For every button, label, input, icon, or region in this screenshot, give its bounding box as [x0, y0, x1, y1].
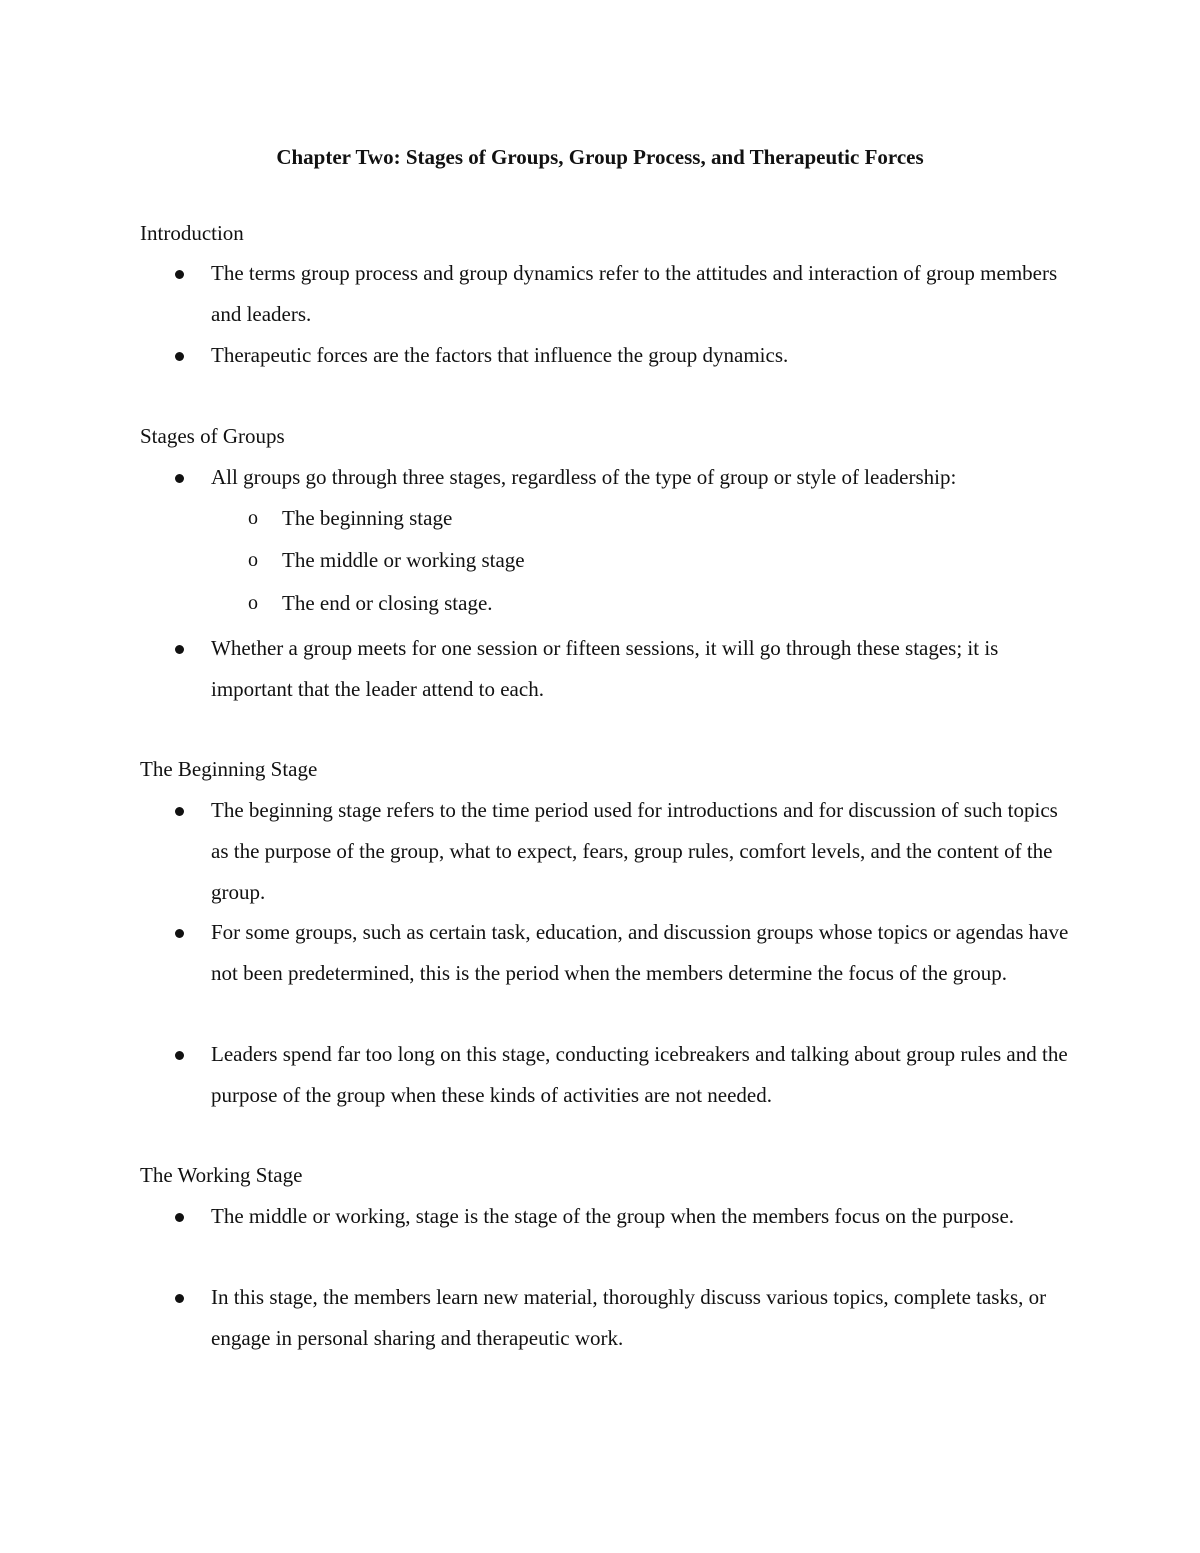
list-item-text: All groups go through three stages, regardless of the type of group or style of leadership: [211, 465, 957, 489]
bullet-icon [175, 807, 184, 816]
list-item [211, 335, 1071, 376]
section-heading-introduction: Introduction [140, 221, 244, 245]
list-item-text: The beginning stage refers to the time period used for introductions and for discussion of such topics as the purpose of the group, what to expect, fears, group rules, comfort levels, and the content of the group. [211, 798, 1058, 904]
list-item [211, 457, 1071, 498]
list-item [211, 790, 1071, 913]
list-item [211, 912, 1071, 994]
sub-list-item-text: The beginning stage [282, 506, 453, 530]
hollow-bullet-icon: o [248, 592, 258, 614]
list-item-text: The terms group process and group dynamics refer to the attitudes and interaction of group members and leaders. [211, 261, 1058, 326]
bullet-icon [175, 929, 184, 938]
bullet-icon [175, 474, 184, 483]
list-item [211, 1034, 1071, 1116]
bullet-icon [175, 645, 184, 654]
section-heading-working-stage: The Working Stage [140, 1163, 303, 1187]
hollow-bullet-icon: o [248, 549, 258, 571]
bullet-icon [175, 352, 184, 361]
bullet-icon [175, 1294, 184, 1303]
list-item-text: Leaders spend far too long on this stage, conducting icebreakers and talking about group rules and the purpose of the group when these kinds of activities are not needed. [211, 1042, 1068, 1107]
list-item-text: For some groups, such as certain task, education, and discussion groups whose topics or agendas have not been predetermined, this is the period when the members determine the focus of the group. [211, 920, 1069, 985]
list-item-text: Therapeutic forces are the factors that influence the group dynamics. [211, 343, 789, 367]
sub-list-item-text: The end or closing stage. [282, 591, 493, 615]
sub-list-item-text: The middle or working stage [282, 548, 525, 572]
page-title: Chapter Two: Stages of Groups, Group Process, and Therapeutic Forces [276, 145, 924, 169]
sub-list-item [248, 503, 453, 533]
list-item-text: Whether a group meets for one session or fifteen sessions, it will go through these stages; it is important that the leader attend to each. [211, 636, 999, 701]
bullet-icon [175, 1213, 184, 1222]
section-heading-stages-of-groups: Stages of Groups [140, 424, 285, 448]
bullet-icon [175, 270, 184, 279]
bullet-icon [175, 1051, 184, 1060]
list-item [211, 253, 1071, 335]
sub-list-item [248, 545, 525, 575]
hollow-bullet-icon: o [248, 507, 258, 529]
list-item [211, 1277, 1071, 1359]
section-heading-beginning-stage: The Beginning Stage [140, 757, 318, 781]
list-item-text: In this stage, the members learn new material, thoroughly discuss various topics, complete tasks, or engage in personal sharing and therapeutic work. [211, 1285, 1047, 1350]
list-item [211, 628, 1071, 710]
list-item-text: The middle or working, stage is the stage of the group when the members focus on the purpose. [211, 1204, 1015, 1228]
list-item [211, 1196, 1071, 1237]
sub-list-item [248, 588, 493, 618]
